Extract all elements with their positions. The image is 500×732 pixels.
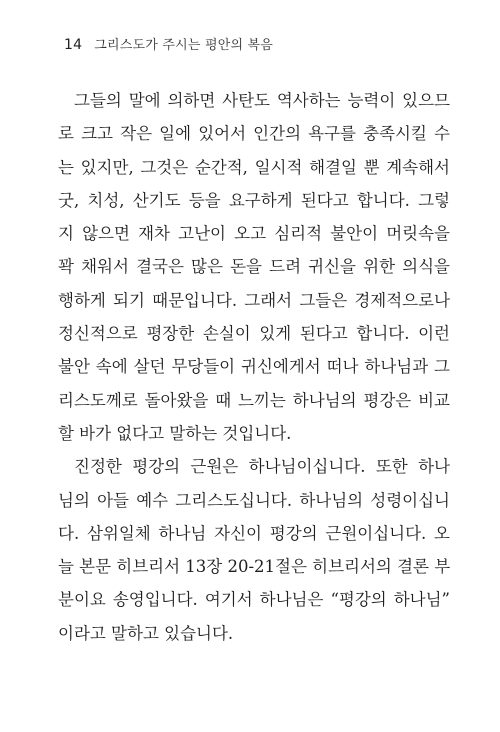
body-line: 다. 삼위일체 하나님 자신이 평강의 근원이십니다. 오 [58, 523, 450, 543]
body-line: 분이요 송영입니다. 여기서 하나님은 “평강의 하나님” [58, 590, 450, 610]
body-line: 그들의 말에 의하면 사탄도 역사하는 능력이 있으므 [74, 91, 450, 110]
body-line: 리스도께로 돌아왔을 때 느끼는 하나님의 평강은 비교 [58, 390, 450, 410]
body-line: 늘 본문 히브리서 13장 20-21절은 히브리서의 결론 부 [58, 557, 450, 577]
body-line: 꽉 채워서 결국은 많은 돈을 드려 귀신을 위한 의식을 [58, 257, 450, 277]
page-number: 14 [64, 37, 83, 53]
body-line: 진정한 평강의 근원은 하나님이십니다. 또한 하나 [74, 457, 450, 477]
body-line: 이라고 말하고 있습니다. [58, 623, 234, 643]
body-line: 지 않으면 재차 고난이 오고 심리적 불안이 머릿속을 [58, 224, 450, 244]
body-line: 로 크고 작은 일에 있어서 인간의 욕구를 충족시킬 수 [58, 124, 450, 144]
body-line: 는 있지만, 그것은 순간적, 일시적 해결일 뿐 계속해서 [58, 157, 450, 177]
body-line: 굿, 치성, 산기도 등을 요구하게 된다고 합니다. 그렇 [58, 190, 450, 210]
body-line: 할 바가 없다고 말하는 것입니다. [58, 423, 292, 443]
body-line: 정신적으로 평장한 손실이 있게 된다고 합니다. 이런 [58, 324, 450, 344]
body-line: 행하게 되기 때문입니다. 그래서 그들은 경제적으로나 [58, 290, 450, 310]
body-line: 불안 속에 살던 무당들이 귀신에게서 떠나 하나님과 그 [58, 357, 450, 377]
body-text [58, 84, 450, 650]
body-line: 님의 아들 예수 그리스도십니다. 하나님의 성령이십니 [58, 490, 450, 510]
running-title: 그리스도가 주시는 평안의 복음 [94, 38, 274, 53]
running-header [64, 34, 273, 53]
